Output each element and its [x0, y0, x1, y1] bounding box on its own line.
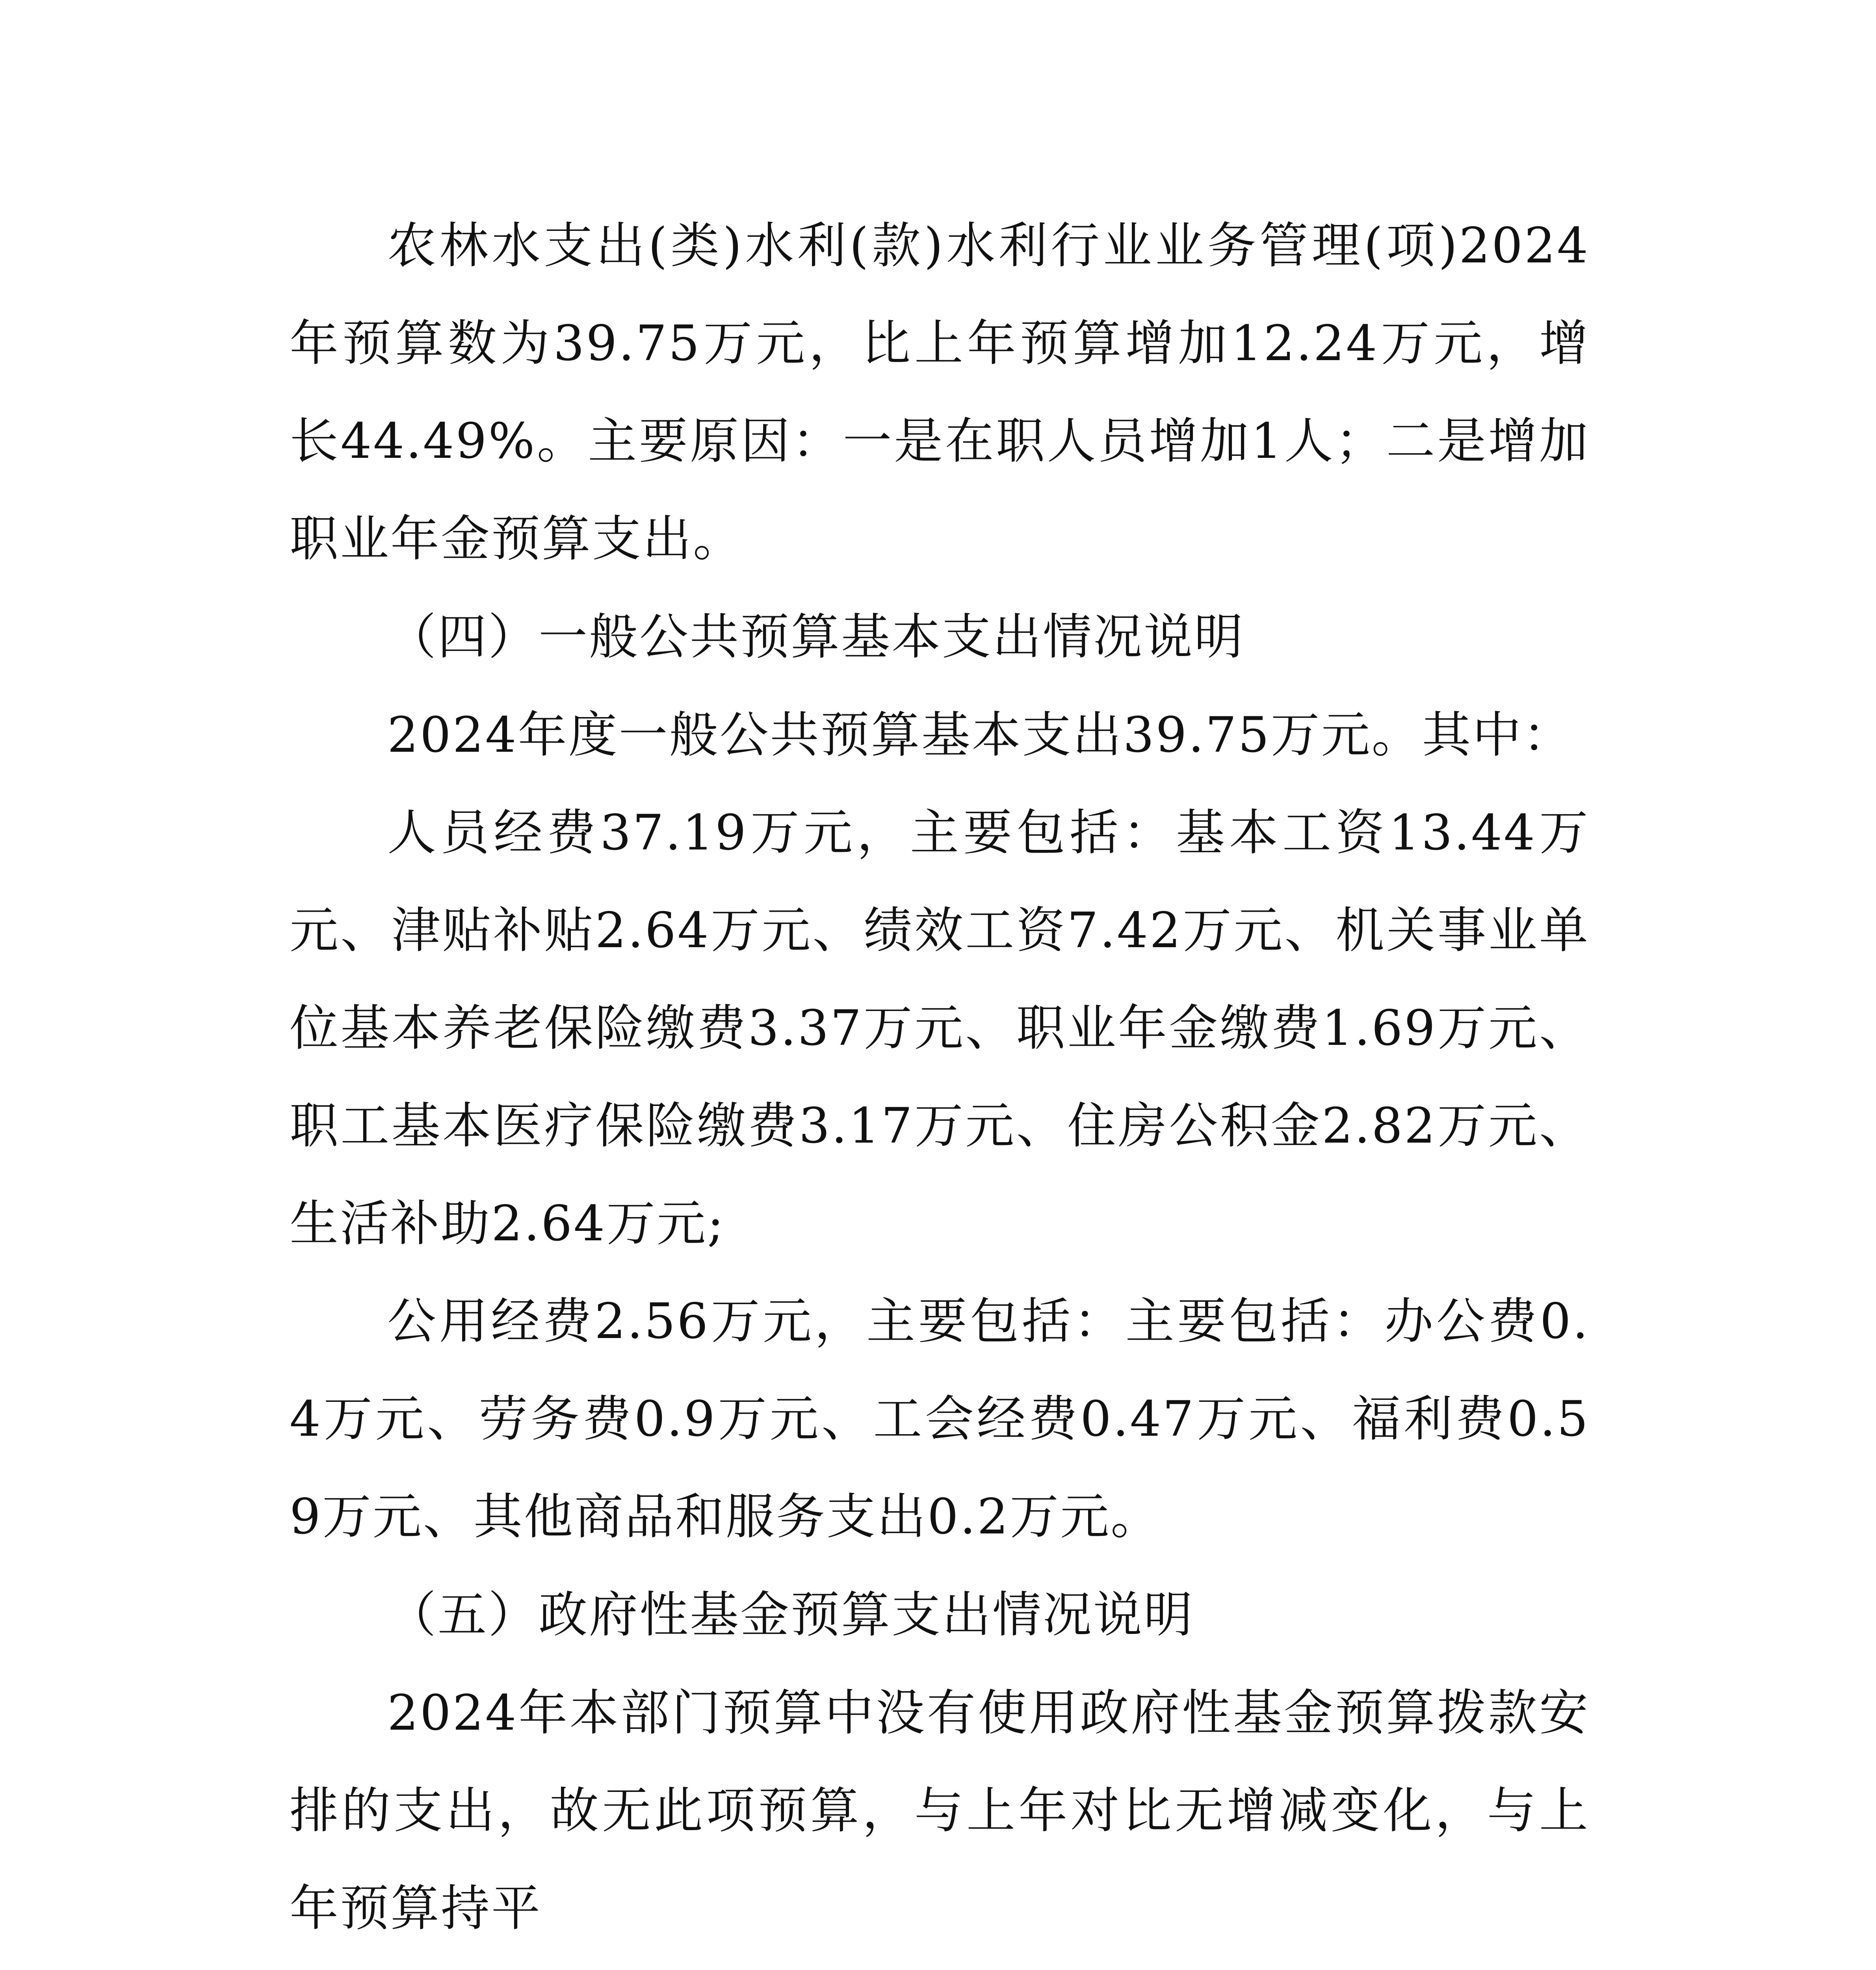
paragraph-personnel-expenses: 人员经费37.19万元，主要包括：基本工资13.44万元、津贴补贴2.64万元、绩效工资7.42万元、机关事业单位基本养老保险缴费3.37万元、职业年金缴费1.69万元、职工基本医疗保险缴费3.17万元、住房公积金2.82万元、生活补助2.64万元;	[290, 805, 1590, 1252]
section-heading-general-basic-expenditure: （四）一般公共预算基本支出情况说明	[387, 609, 1245, 665]
section-heading-state-capital	[290, 1957, 1590, 1970]
paragraph-government-fund: 2024年本部门预算中没有使用政府性基金预算拨款安排的支出，故无此项预算，与上年对比无增减变化，与上年预算持平	[290, 1685, 1590, 1937]
section-heading-government-fund: （五）政府性基金预算支出情况说明	[387, 1587, 1194, 1643]
paragraph-water-expenditure: 农林水支出(类)水利(款)水利行业业务管理(项)2024年预算数为39.75万元，比上年预算增加12.24万元，增长44.49%。主要原因：一是在职人员增加1人；二是增加职业年金预算支出。	[290, 217, 1590, 567]
paragraph-basic-expenditure-total: 2024年度一般公共预算基本支出39.75万元。其中：	[387, 707, 1573, 764]
paragraph-public-expenses: 公用经费2.56万元，主要包括：主要包括：办公费0.4万元、劳务费0.9万元、工会经费0.47万元、福利费0.59万元、其他商品和服务支出0.2万元。	[290, 1293, 1590, 1545]
document-body	[290, 197, 1590, 1970]
